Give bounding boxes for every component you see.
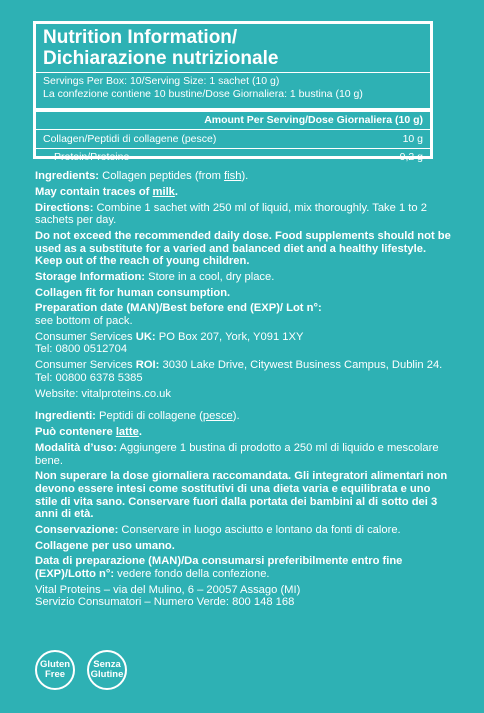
en-traces: May contain traces of milk.: [35, 185, 179, 198]
it-traces: Può contenere latte.: [35, 426, 142, 439]
en-directions: Directions: Combine 1 sachet with 250 ml of liquid, mix thoroughly. Take 1 to 2 sachets per day.: [35, 201, 427, 227]
it-prep: Data di preparazione (MAN)/Da consumarsi preferibilmente entro fine (EXP)/Lotto n°: vedere fondo della confezione.: [35, 555, 403, 581]
senza-glutine-badge: Senza Glutine: [87, 650, 127, 690]
en-uk: Consumer Services UK: PO Box 207, York, Y091 1XY Tel: 0800 0512704: [35, 330, 304, 356]
panel-title: Nutrition Information/ Dichiarazione nutrizionale: [43, 27, 279, 69]
en-website: Website: vitalproteins.co.uk: [35, 387, 171, 400]
it-contact: Vital Proteins – via del Mulino, 6 – 20057 Assago (MI) Servizio Consumatori – Numero Verde: 800 148 168: [35, 583, 301, 609]
table-header: Amount Per Serving/Dose Giornaliera (10 g): [36, 108, 430, 129]
it-storage: Conservazione: Conservare in luogo asciutto e lontano da fonti di calore.: [35, 523, 401, 536]
en-warning: Do not exceed the recommended daily dose. Food supplements should not be used as a substitute for a varied and balanced diet and a healthy lifestyle. Keep out of the reach of young children.: [35, 229, 451, 268]
table-row: Collagen/Peptidi di collagene (pesce) 10 g: [36, 129, 430, 148]
servings-en: Servings Per Box: 10/Serving Size: 1 sachet (10 g): [43, 75, 280, 87]
en-storage: Storage Information: Store in a cool, dry place.: [35, 270, 275, 283]
it-directions: Modalità d’uso: Aggiungere 1 bustina di prodotto a 250 ml di liquido e mescolare bene.: [35, 441, 439, 467]
en-ingredients: Ingredients: Collagen peptides (from fish).: [35, 170, 249, 182]
table-row: Protein/Proteine 9,2 g: [36, 148, 430, 166]
gluten-free-badge: Gluten Free: [35, 650, 75, 690]
servings-block: [36, 72, 430, 100]
servings-it: La confezione contiene 10 bustine/Dose Giornaliera: 1 bustina (10 g): [43, 87, 363, 100]
label-text: [35, 170, 455, 612]
nutrition-panel: [33, 21, 433, 163]
it-fit: Collagene per uso umano.: [35, 539, 175, 552]
en-prep: Preparation date (MAN)/Best before end (EXP)/ Lot n°: see bottom of pack.: [35, 302, 322, 328]
nutrition-table: [36, 108, 430, 166]
it-warning: Non superare la dose giornaliera raccomandata. Gli integratori alimentari non devono essere intesi come sostitutivi di una dieta varia e equilibrata e uno stile di vita sano. Conservare fuori dalla portata dei bambini al di sotto dei 3 anni di età.: [35, 470, 448, 521]
en-roi: Consumer Services ROI: 3030 Lake Drive, Citywest Business Campus, Dublin 24. Tel: 00800 6378 5385: [35, 359, 443, 384]
it-ingredients: Ingredienti: Peptidi di collagene (pesce).: [35, 410, 240, 423]
en-fit: Collagen fit for human consumption.: [35, 286, 231, 299]
